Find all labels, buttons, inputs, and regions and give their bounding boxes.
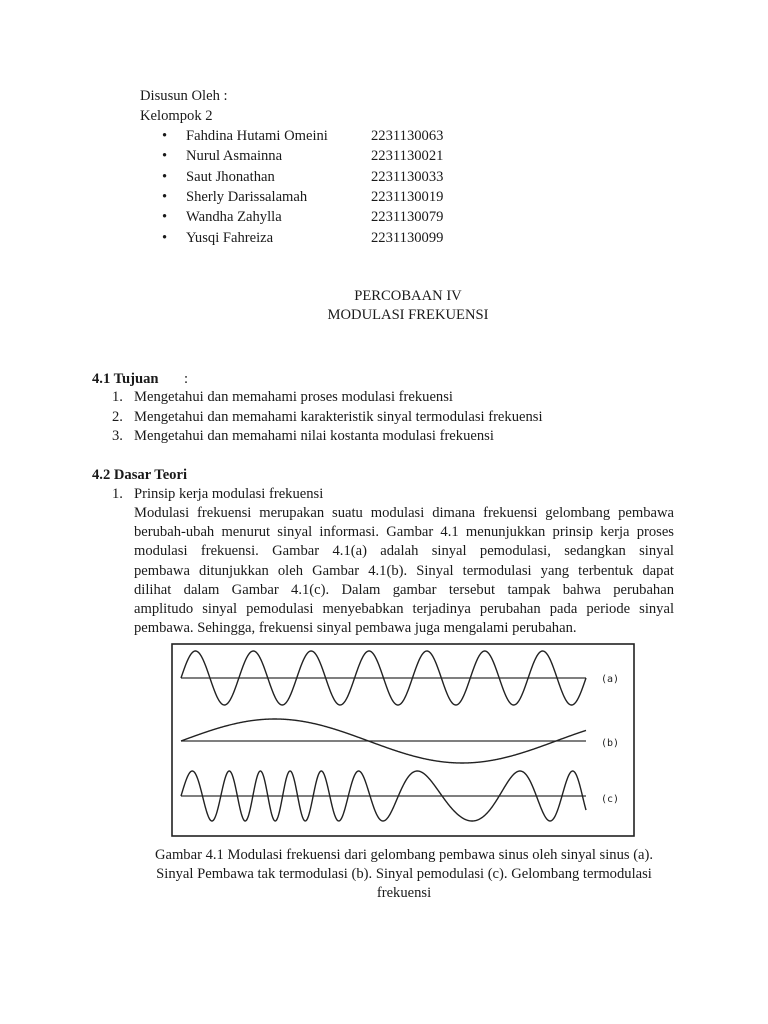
member-name: Wandha Zahylla (186, 209, 282, 225)
bullet-icon: • (162, 148, 168, 164)
member-nim: 2231130099 (371, 230, 444, 246)
list-item (112, 389, 672, 409)
paragraph-line: pembawa. Sehingga, frekuensi sinyal pembawa juga mengalami perubahan. (134, 620, 577, 637)
item-number: 3. (112, 428, 123, 444)
member-nim: 2231130019 (371, 189, 444, 205)
item-text: Mengetahui dan memahami karakteristik sinyal termodulasi frekuensi (134, 409, 543, 425)
item-text: Mengetahui dan memahami proses modulasi frekuensi (134, 389, 453, 405)
list-item (140, 128, 540, 148)
list-item (112, 409, 672, 429)
member-nim: 2231130021 (371, 148, 444, 164)
page-subtitle: MODULASI FREKUENSI (327, 307, 489, 323)
compiled-by-label: Disusun Oleh : (140, 88, 228, 104)
paragraph-line: modulasi frekuensi. Gambar 4.1(a) adalah sinyal pemodulasi, sedangkan sinyal (134, 543, 674, 560)
section-41-heading: 4.1 Tujuan (92, 371, 159, 387)
list-item (140, 209, 540, 229)
paragraph-line: pembawa ditunjukkan oleh Gambar 4.1(b). Sinyal termodulasi yang terbentuk dapat (134, 562, 674, 579)
figure-label-c: (c) (601, 794, 620, 805)
list-item (140, 169, 540, 189)
member-nim: 2231130079 (371, 209, 444, 225)
member-name: Sherly Darissalamah (186, 189, 308, 205)
list-item (140, 230, 540, 250)
paragraph-line: amplitudo sinyal pemodulasi menyebabkan terjadinya perubahan pada periode sinyal (134, 600, 674, 617)
list-item (140, 148, 540, 168)
section-41-colon: : (184, 371, 189, 387)
figure-caption (134, 846, 674, 903)
bullet-icon: • (162, 128, 168, 144)
item-number: 1. (112, 389, 123, 405)
member-name: Fahdina Hutami Omeini (186, 128, 328, 144)
caption-line: Sinyal Pembawa tak termodulasi (b). Sinyal pemodulasi (c). Gelombang termodulasi (156, 866, 652, 882)
bullet-icon: • (162, 169, 168, 185)
caption-line: Gambar 4.1 Modulasi frekuensi dari gelombang pembawa sinus oleh sinyal sinus (a). (154, 847, 654, 863)
figure-label-b: (b) (601, 738, 620, 749)
list-item (112, 428, 672, 448)
caption-line: frekuensi (376, 885, 432, 901)
bullet-icon: • (162, 189, 168, 205)
item-number: 1. (112, 486, 123, 502)
group-label: Kelompok 2 (140, 108, 213, 124)
item-text: Mengetahui dan memahami nilai kostanta modulasi frekuensi (134, 428, 494, 444)
member-name: Saut Jhonathan (186, 169, 275, 185)
list-item (140, 189, 540, 209)
fm-figure (171, 643, 635, 837)
bullet-icon: • (162, 230, 168, 246)
paragraph-line: Modulasi frekuensi merupakan suatu modulasi dimana frekuensi gelombang pembawa (134, 505, 674, 521)
paragraph-line: dilihat dalam Gambar 4.1(c). Dalam gambar tersebut tampak bahwa perubahan (134, 581, 674, 598)
member-name: Yusqi Fahreiza (186, 230, 274, 246)
section-42-heading: 4.2 Dasar Teori (92, 467, 188, 483)
paragraph-line: berubah-ubah menurut sinyal informasi. Gambar 4.1 menunjukkan prinsip kerja proses (134, 524, 674, 541)
item-title: Prinsip kerja modulasi frekuensi (134, 486, 324, 502)
member-nim: 2231130033 (371, 169, 444, 185)
theory-paragraph (134, 504, 674, 638)
figure-label-a: (a) (601, 674, 620, 685)
page-title: PERCOBAAN IV (354, 288, 462, 304)
member-name: Nurul Asmainna (186, 148, 283, 164)
item-number: 2. (112, 409, 123, 425)
list-item (112, 486, 672, 506)
bullet-icon: • (162, 209, 168, 225)
member-nim: 2231130063 (371, 128, 444, 144)
